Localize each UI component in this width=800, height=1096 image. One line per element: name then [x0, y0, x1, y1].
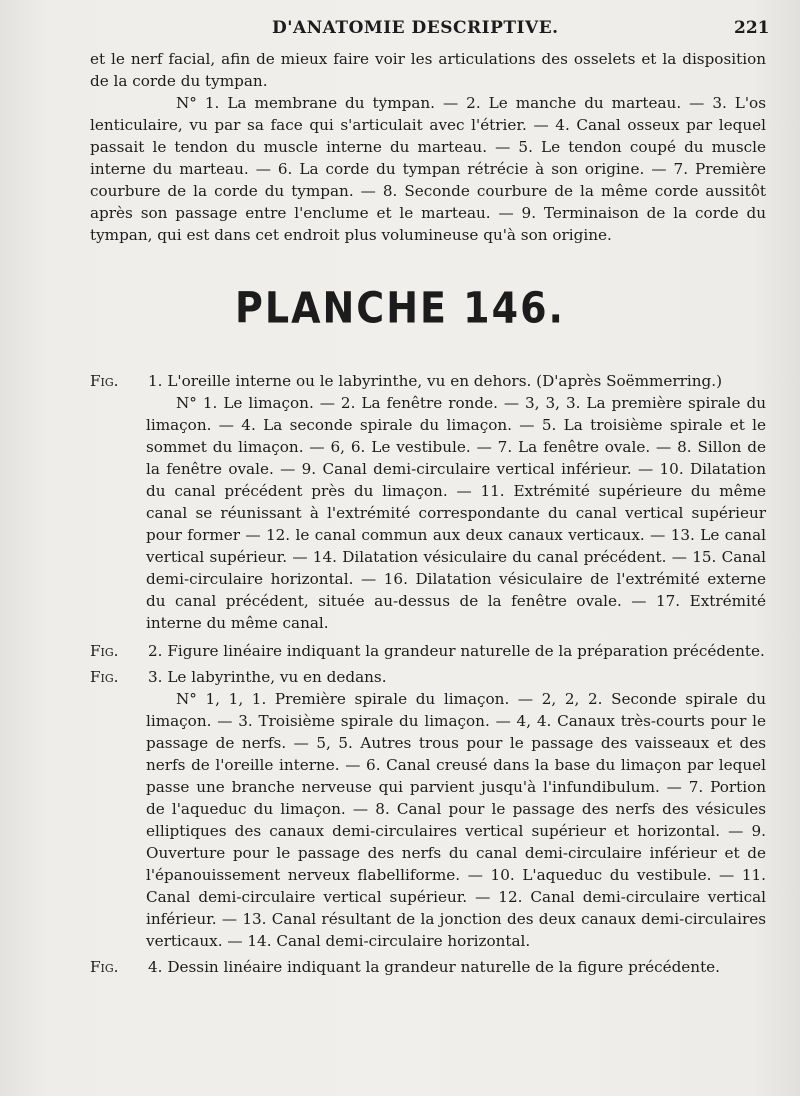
intro-legend: N° 1. La membrane du tympan. — 2. Le manche du marteau. — 3. L'os lenticulaire, vu par sa face qui s'articulait avec l'étrier. — 4. Canal osseux par lequel passait le tendon du muscle interne du marteau. — 5. Le tendon coupé du muscle interne du marteau. — 6. La corde du tympan rétrécie à son origine. — 7. Première courbure de la corde du tympan. — 8. Seconde courbure de la même corde aussitôt après son passage entre l'enclume et le marteau. — 9. Terminaison de la corde du tympan, qui est dans cet endroit plus volumineuse qu'à son origine. — [90, 94, 766, 244]
figure-caption: 1. L'oreille interne ou le labyrinthe, vu en dehors. (D'après Soëmmerring.) — [148, 372, 723, 390]
figure-legend: N° 1. Le limaçon. — 2. La fenêtre ronde. — 3, 3, 3. La première spirale du limaçon. — 4. La seconde spirale du limaçon. — 5. La troisième spirale et le sommet du limaçon. — 6, 6. Le vestibule. — 7. La fenêtre ovale. — 8. Sillon de la fenêtre ovale. — 9. Canal demi-circulaire vertical inférieur. — 10. Dilatation du canal précédent près du limaçon. — 11. Extrémité supérieure du même canal se réunissant à l'extrémité correspondante du canal vertical supérieur pour former — 12. le canal commun aux deux canaux verticaux. — 13. Le canal vertical supérieur. — 14. Dilatation vésiculaire du canal précédent. — 15. Canal demi-circulaire horizontal. — 16. Dilatation vésiculaire de l'extrémité externe du canal précédent, située au-dessus de la fenêtre ovale. — 17. Extrémité interne du même canal. — [146, 394, 766, 632]
figure-2 — [90, 640, 766, 662]
figure-3 — [90, 666, 766, 952]
figure-caption: 4. Dessin linéaire indiquant la grandeur naturelle de la figure précédente. — [148, 958, 720, 976]
figure-caption: 3. Le labyrinthe, vu en dedans. — [148, 668, 387, 686]
planche-title: PLANCHE 146. — [235, 283, 565, 333]
figure-label: Fig. — [90, 668, 119, 686]
intro-continuation: et le nerf facial, afin de mieux faire voir les articulations des osselets et la disposition de la corde du tympan. — [90, 50, 766, 90]
figure-label: Fig. — [90, 372, 119, 390]
running-title: D'ANATOMIE DESCRIPTIVE. — [272, 18, 559, 38]
figure-legend: N° 1, 1, 1. Première spirale du limaçon. — 2, 2, 2. Seconde spirale du limaçon. — 3. Troisième spirale du limaçon. — 4, 4. Canaux très-courts pour le passage de nerfs. — 5, 5. Autres trous pour le passage des vaisseaux et des nerfs de l'oreille interne. — 6. Canal creusé dans la base du limaçon par lequel passe une branche nerveuse qui parvient jusqu'à l'infundibulum. — 7. Portion de l'aqueduc du limaçon. — 8. Canal pour le passage des nerfs des vésicules elliptiques des canaux demi-circulaires vertical supérieur et horizontal. — 9. Ouverture pour le passage des nerfs du canal demi-circulaire inférieur et de l'épanouissement nerveux flabelliforme. — 10. L'aqueduc du vestibule. — 11. Canal demi-circulaire vertical supérieur. — 12. Canal demi-circulaire vertical inférieur. — 13. Canal résultant de la jonction des deux canaux demi-circulaires verticaux. — 14. Canal demi-circulaire horizontal. — [146, 690, 766, 950]
intro-section — [90, 48, 766, 246]
figure-1 — [90, 370, 766, 634]
figure-label: Fig. — [90, 958, 119, 976]
figure-4 — [90, 956, 766, 978]
figure-caption: 2. Figure linéaire indiquant la grandeur naturelle de la préparation précédente. — [148, 642, 765, 660]
page-number: 221 — [734, 18, 770, 38]
figure-label: Fig. — [90, 642, 119, 660]
page-header — [0, 18, 800, 42]
